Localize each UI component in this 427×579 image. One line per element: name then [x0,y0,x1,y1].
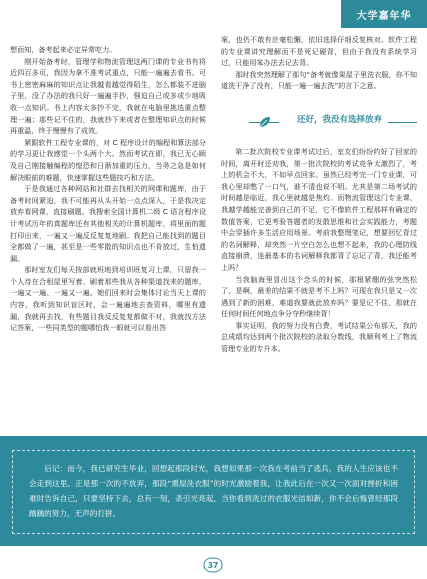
afterword-frame [12,450,415,534]
paragraph: 于是我通过各种网站和社群去找相关的网课和题库，由于备考时间紧迫，我不可能再从头开始一点点深入，于是我决定放弃看网课，直接刷题。我搜索全国计算机二级 C 语言程序设计考试历年的真题库还有其他相关的计算机题库，将里面的题打印出来，一遍又一遍反反复复地刷。我把自己能找到的题目全都做了一遍，甚至是一些零散的知识点也不肯放过，生怕遗漏。 [10,184,206,263]
paragraph: 那时我突然理解了那句“备考就像果屋子里洗衣服，你不知道洗干净了没有，只能一遍一遍去洗”的言下之意。 [221,69,417,91]
left-column [10,44,206,334]
paragraph: 案，也仍不敢有丝毫松懈，依旧选择仔细反复核对。软件工程的专业课讲究理解而不是死记硬背，但由于我没有系统学习过，只能用笨办法去记去背。 [221,35,417,68]
section-heading-text: 还好，我没有选择放弃 [279,115,388,127]
paragraph: 想而知，备考起来必定异常吃力。 [10,45,117,54]
paragraph: 那时室友们每天按部就班地到培训班复习上课，只留我一个人待在合租屋里写着、刷着那些我从各种渠道找来的题库，一遍又一遍、一遍又一遍。她们回来时会集体讨论当天上课的内容，我听到知识盲区时，会一遍遍地去查资料，哪里有遗漏，我就再去找，有些题目我反反复复都做不对，我就找方法记答案，一些同类型的题哪怕我一眼就可以看出答 [10,265,206,333]
paragraph: 刚开始备考时，管理学和物流管理这两门课的专业书有将近四百多页，我因为拿不准考试重点，只能一遍遍去看书。可书上密密麻麻的知识点让我越看越觉得陌生，怎么都装不进脑子里，没了办法的我只好一遍遍手抄，强迫自己或多或少地吸收一点知识。书上内容太多抄不完，我就在电脑里挑选重点整理一遍；那些记不住的，我就抄下来或者在整理知识点的时候再重温，终于慢慢有了成效。 [10,56,206,136]
afterword-text: 后记：而今，我已研究生毕业，回想起那段时光，我想如果那一次我在考前当了逃兵，我的人生应该也不会走到这里。正是那一次的不放弃，那段“熏屋洗衣服”的时光激励着我，让我此后在一次又一次面对挫折和困难时告诉自己，只要坚持下去，总有一刻，杀引光亮起，当你看到洗过的衣服光洁如新，你不会后悔曾经那段踽踽的努力，无声的打拼。 [29,464,398,518]
heading-leaf-icon [259,116,271,128]
page-number-text: 37 [207,560,219,570]
afterword-box [0,436,427,546]
paragraph: 事实证明，我的努力没有白费，考试结果公布那天，我的总成绩均达到两个批次院校的录取分数线，我顺利考上了物流管理专业的专升本。 [221,320,417,354]
paragraph: 紧跟软件工程专业课的，对 C 程序设计的编程和算法部分的学习更让我感觉一个头两个大。然而考试在即，我已无心顾及自己刚接触编程的惶恐和日渐加重的压力，当务之急是如何解决眼前的难题，快速掌握这些题技巧和方法。 [10,137,206,182]
section-heading [221,106,417,136]
paragraph: 当我脑海里冒出这个念头的时候，那根紧绷的弦突然松了，是啊，最差的结果不就是考不上吗？可现在我只是又一次遇到了新的困难，难道我要就此放弃吗？要是记不住，那就在任何时间任何地点争分夺秒继续背！ [221,274,417,319]
paragraph: 第二批次院校专业课考试过后，室友们纷纷约好了回家的时间，离开时还劝我，第一批次院校的考试竞争太激烈了，考上的机会不大，不如早点回家。虽然已经考完一门专业课，可我心里却憋了一口气，谁不清也说不明。尤其是第二场考试的时间越是临近，我心里就越是焦灼。而物流管理这门专业课，我越学越能完善到自己的不足，它不像软件工程那样有确定的数值答案，它更考验答题者的发散思维和社会实践能力，考题中会穿插许多生活应用场景。考前我整理笔记，想要回忆背过的名词解释，却突然一片空白怎么也想不起来，我的心理防线直接崩溃，连最基本的名词解释我都背了忘记了背，我还能考上吗？ [221,146,417,272]
section-header-tag: 大学嘉年华 [341,0,427,28]
right-column [221,34,417,355]
page-number [202,557,224,573]
